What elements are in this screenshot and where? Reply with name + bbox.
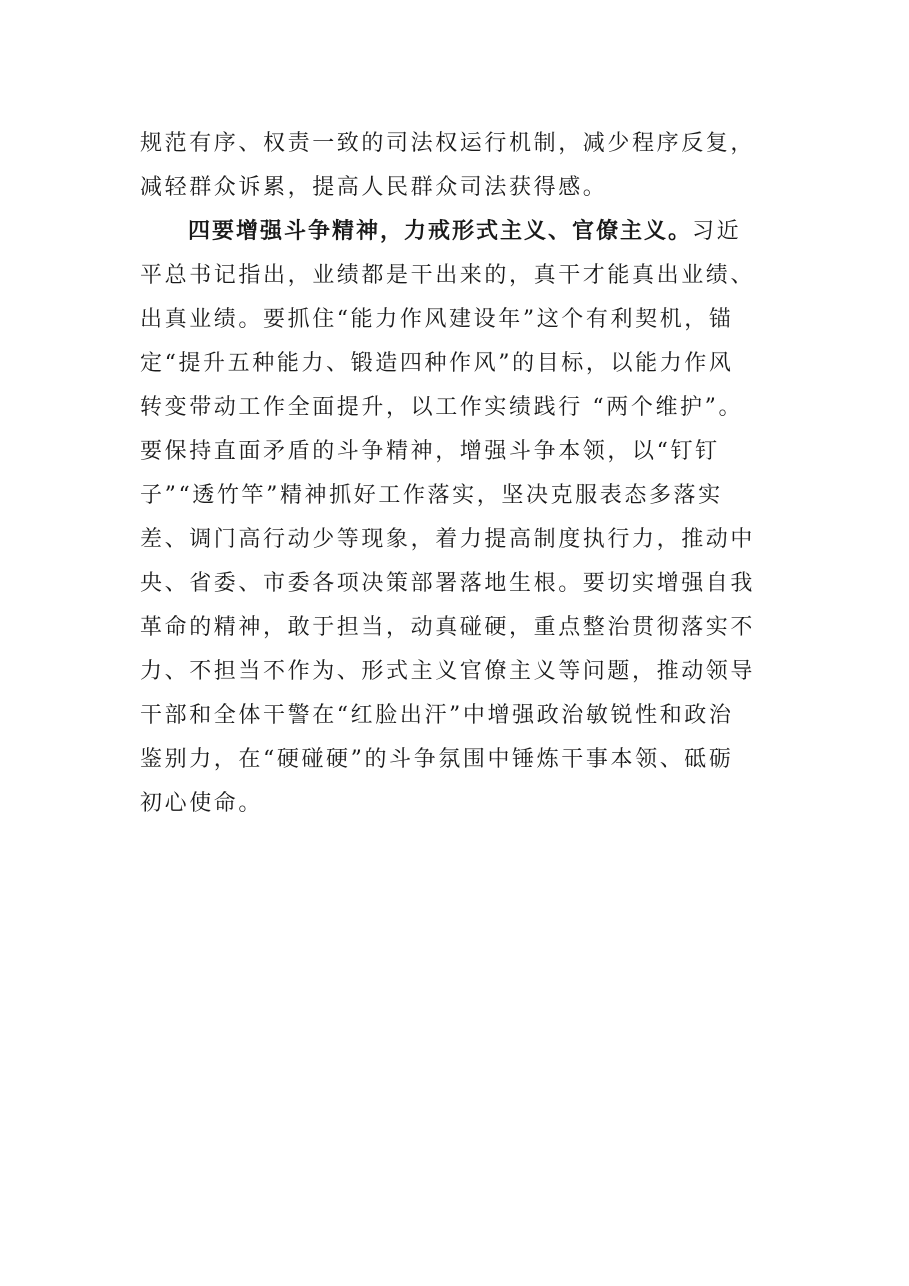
paragraph-heading-line xyxy=(140,210,760,254)
text-line: 规范有序、权责一致的司法权运行机制，减少程序反复， xyxy=(140,131,756,156)
text-line: 子”“透竹竿”精神抓好工作落实，坚决克服表态多落实 xyxy=(140,483,723,508)
text-line: 要保持直面矛盾的斗争精神，增强斗争本领，以“钉钉 xyxy=(140,439,720,464)
paragraph-heading: 四要增强斗争精神，力戒形式主义、官僚主义。 xyxy=(188,219,693,244)
document-body xyxy=(140,122,760,826)
text-line: 鉴别力，在“硬碰硬”的斗争氛围中锤炼干事本领、砥砺 xyxy=(140,747,734,772)
text-line: 央、省委、市委各项决策部署落地生根。要切实增强自我 xyxy=(140,571,756,596)
text-line: 力、不担当不作为、形式主义官僚主义等问题，推动领导 xyxy=(140,659,756,684)
text-line: 初心使命。 xyxy=(140,791,264,816)
text-line: 定“提升五种能力、锻造四种作风”的目标，以能力作风 xyxy=(140,351,734,376)
text-run: 习近 xyxy=(692,219,742,244)
text-line: 减轻群众诉累，提高人民群众司法获得感。 xyxy=(140,175,608,200)
text-line: 平总书记指出，业绩都是干出来的，真干才能真出业绩、 xyxy=(140,263,756,288)
text-line: 差、调门高行动少等现象，着力提高制度执行力，推动中 xyxy=(140,527,756,552)
text-line: 革命的精神，敢于担当，动真碰硬，重点整治贯彻落实不 xyxy=(140,615,756,640)
text-line: 转变带动工作全面提升，以工作实绩践行 “两个维护”。 xyxy=(140,395,744,420)
text-line: 干部和全体干警在“红脸出汗”中增强政治敏锐性和政治 xyxy=(140,703,734,728)
text-line: 出真业绩。要抓住“能力作风建设年”这个有利契机，锚 xyxy=(140,307,734,332)
